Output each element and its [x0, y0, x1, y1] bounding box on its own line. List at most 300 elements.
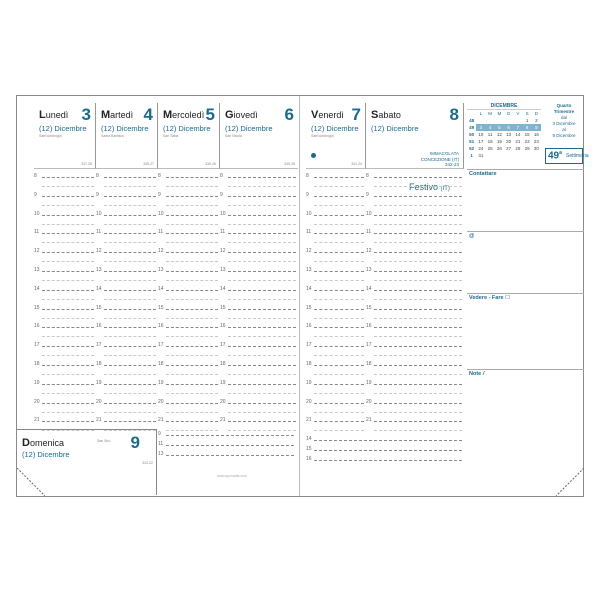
half-hour-line — [228, 242, 296, 243]
half-hour-line — [228, 374, 296, 375]
hour-number: 17 — [306, 342, 312, 349]
hour-number: 21 — [306, 417, 312, 424]
hour-line — [374, 309, 462, 310]
hour-slot[interactable] — [306, 361, 366, 380]
mini-calendar-day[interactable]: 12 — [496, 132, 502, 137]
hour-number: 20 — [306, 398, 312, 405]
hour-number: 18 — [366, 361, 372, 367]
hour-slot[interactable] — [220, 305, 298, 324]
hour-slot[interactable] — [306, 286, 366, 305]
hour-slot[interactable] — [220, 361, 298, 380]
hour-line — [374, 233, 462, 234]
half-hour-line — [104, 318, 156, 319]
half-hour-line — [314, 336, 364, 337]
half-hour-line — [104, 242, 156, 243]
hour-slot[interactable] — [220, 192, 298, 211]
hour-slot[interactable] — [306, 342, 366, 361]
hour-line — [104, 309, 156, 310]
mini-calendar-day[interactable]: 7 — [513, 124, 522, 131]
hour-line — [104, 196, 156, 197]
hour-line — [314, 271, 364, 272]
half-hour-line — [374, 355, 462, 356]
hour-slot[interactable] — [158, 267, 220, 286]
credit-text: www.quovadis.com — [217, 474, 247, 478]
hour-number: 19 — [96, 379, 102, 386]
hour-line — [104, 252, 156, 253]
day-monday[interactable] — [34, 103, 96, 169]
hour-line — [228, 233, 296, 234]
hour-slot[interactable] — [366, 192, 464, 211]
hour-line — [42, 346, 94, 347]
mini-calendar-day[interactable] — [504, 117, 513, 124]
half-hour-line — [166, 186, 218, 187]
hour-slot[interactable] — [220, 286, 298, 305]
hour-line — [228, 215, 296, 216]
hour-line — [42, 290, 94, 291]
hour-number: 12 — [366, 248, 372, 255]
hour-slot[interactable] — [366, 211, 464, 230]
hour-slot[interactable] — [366, 361, 464, 380]
hour-number: 15 — [220, 304, 226, 311]
half-hour-line — [314, 374, 364, 375]
mini-calendar-day[interactable]: 23 — [533, 139, 539, 144]
mini-calendar-day[interactable]: 11 — [487, 132, 493, 137]
day-name: Venerdì — [311, 109, 344, 121]
hour-slot[interactable] — [220, 267, 298, 286]
hour-slot[interactable] — [158, 305, 220, 324]
contact-label: Contattare — [469, 171, 497, 177]
mini-calendar-day[interactable] — [486, 117, 495, 124]
mini-calendar-day[interactable]: 1 — [525, 118, 529, 123]
hour-slot[interactable] — [158, 173, 220, 192]
hour-number: 8 — [220, 173, 223, 179]
hour-line — [42, 365, 94, 366]
mini-calendar-day[interactable]: 21 — [515, 139, 521, 144]
hour-slot[interactable] — [34, 192, 96, 211]
hour-slot[interactable] — [34, 323, 96, 342]
hour-line — [374, 177, 462, 178]
mini-calendar-week: 51 — [469, 139, 475, 144]
day-name: Giovedì — [225, 109, 258, 121]
hour-slot[interactable] — [366, 248, 464, 267]
hour-line — [314, 460, 462, 461]
mini-calendar-day[interactable] — [495, 152, 504, 159]
hour-slot[interactable] — [96, 399, 158, 418]
hour-slot[interactable] — [158, 248, 220, 267]
hour-slot[interactable] — [96, 323, 158, 342]
day-count: 340-25 — [284, 162, 295, 166]
hour-number: 20 — [220, 398, 226, 405]
hour-number: 13 — [96, 267, 102, 273]
hour-slot[interactable] — [96, 380, 158, 399]
day-name: Mercoledì — [163, 109, 205, 121]
hour-slot[interactable] — [158, 380, 220, 399]
hour-line — [104, 271, 156, 272]
day-saturday[interactable] — [366, 103, 464, 169]
day-saint: Sant'Ambrogio — [39, 134, 62, 138]
mini-calendar-day[interactable] — [513, 152, 522, 159]
hour-slot[interactable] — [366, 267, 464, 286]
half-hour-line — [374, 261, 462, 262]
hour-slot[interactable] — [158, 192, 220, 211]
hour-slot[interactable] — [220, 380, 298, 399]
hour-slot[interactable] — [366, 399, 464, 418]
half-hour-line — [374, 280, 462, 281]
mini-calendar-day[interactable]: 5 — [495, 124, 504, 131]
hour-slot[interactable] — [34, 399, 96, 418]
mini-calendar-day[interactable] — [532, 152, 541, 159]
mini-calendar-day[interactable] — [476, 117, 485, 124]
hour-number: 8 — [158, 173, 161, 179]
notes-label: Note / — [469, 371, 485, 377]
hour-slot[interactable] — [366, 323, 464, 342]
hour-number: 16 — [220, 323, 226, 330]
hour-line — [374, 215, 462, 216]
half-hour-line — [42, 224, 94, 225]
hour-line — [166, 346, 218, 347]
hour-slot[interactable] — [366, 173, 464, 192]
half-hour-line — [42, 355, 94, 356]
hour-number: 12 — [306, 248, 312, 255]
hour-slot[interactable] — [306, 436, 464, 446]
mini-calendar-day[interactable]: 31 — [478, 153, 484, 158]
hour-number: 13 — [158, 451, 164, 457]
hour-slot[interactable] — [366, 342, 464, 361]
half-hour-line — [228, 393, 296, 394]
hour-line — [314, 327, 364, 328]
hour-slot[interactable] — [306, 305, 366, 324]
day-number: 9 — [130, 433, 140, 452]
hour-line — [166, 421, 218, 422]
mini-calendar — [467, 103, 541, 159]
hour-number: 8 — [366, 173, 369, 179]
hour-line — [104, 365, 156, 366]
hour-slot[interactable] — [34, 286, 96, 305]
hour-slot[interactable] — [220, 323, 298, 342]
mini-calendar-day[interactable]: 29 — [524, 146, 530, 151]
hour-number: 18 — [220, 361, 226, 367]
hour-number: 9 — [306, 191, 309, 198]
half-hour-line — [314, 299, 364, 300]
half-hour-line — [228, 299, 296, 300]
hour-number: 20 — [96, 398, 102, 405]
mini-calendar-day[interactable]: 8 — [523, 124, 532, 131]
hour-slot[interactable] — [158, 342, 220, 361]
immacolata-note: IMMACOLATA CONCEZIONE (IT) 342-23 — [420, 151, 459, 167]
hour-number: 11 — [158, 441, 164, 447]
hour-number: 11 — [306, 229, 312, 236]
hour-number: 11 — [366, 229, 372, 236]
hour-slot[interactable] — [96, 342, 158, 361]
hour-line — [314, 384, 364, 385]
hour-slot[interactable] — [96, 248, 158, 267]
mini-calendar-grid — [467, 110, 541, 159]
hour-number: 10 — [158, 210, 164, 217]
hour-slot[interactable] — [96, 211, 158, 230]
hour-slot[interactable] — [34, 380, 96, 399]
mini-calendar-day[interactable] — [495, 117, 504, 124]
day-month: (12) Dicembre — [225, 124, 273, 133]
hour-slot[interactable] — [34, 342, 96, 361]
hour-slot[interactable] — [158, 431, 296, 441]
day-saint: San Nicola — [225, 134, 242, 138]
mini-calendar-day[interactable]: 3 — [476, 124, 485, 131]
hour-number: 9 — [220, 191, 223, 198]
hour-slot[interactable] — [34, 267, 96, 286]
mini-calendar-day[interactable] — [486, 152, 495, 159]
half-hour-line — [374, 242, 462, 243]
hour-number: 19 — [366, 379, 372, 386]
hour-slot[interactable] — [158, 229, 220, 248]
hour-number: 11 — [34, 229, 40, 236]
hour-slot[interactable] — [158, 286, 220, 305]
hour-slot[interactable] — [220, 229, 298, 248]
hour-number: 13 — [158, 267, 164, 273]
hour-slot[interactable] — [306, 211, 366, 230]
hour-number: 11 — [158, 229, 164, 236]
hour-number: 19 — [306, 379, 312, 386]
hour-number: 18 — [306, 361, 312, 367]
day-saint: San Saba — [163, 134, 179, 138]
mini-calendar-day[interactable]: 2 — [535, 118, 538, 123]
hour-number: 19 — [220, 379, 226, 386]
hour-slot[interactable] — [366, 380, 464, 399]
mini-calendar-day[interactable]: 13 — [506, 132, 512, 137]
hour-line — [104, 327, 156, 328]
hour-slot[interactable] — [306, 323, 366, 342]
hour-slot[interactable] — [366, 229, 464, 248]
hour-slot[interactable] — [96, 192, 158, 211]
hour-number: 11 — [220, 229, 226, 236]
hour-line — [166, 445, 294, 446]
hour-slot[interactable] — [96, 267, 158, 286]
hour-slot[interactable] — [306, 267, 366, 286]
half-hour-line — [314, 318, 364, 319]
hour-slot[interactable] — [158, 441, 296, 451]
hour-line — [104, 215, 156, 216]
hour-slot[interactable] — [306, 446, 464, 456]
day-name: Domenica — [22, 437, 64, 449]
hour-slot[interactable] — [220, 399, 298, 418]
hour-slot[interactable] — [96, 173, 158, 192]
mini-calendar-day[interactable] — [513, 117, 522, 124]
hour-line — [166, 177, 218, 178]
hour-line — [314, 365, 364, 366]
hour-line — [228, 309, 296, 310]
quarter-info: Quarto Trimestre dal 3 Dicembre al 9 Dicembre — [552, 103, 576, 138]
hour-number: 8 — [306, 173, 309, 179]
hour-line — [104, 290, 156, 291]
half-hour-line — [166, 412, 218, 413]
mini-calendar-day[interactable] — [523, 152, 532, 159]
hour-number: 12 — [220, 248, 226, 255]
hour-number: 12 — [96, 248, 102, 255]
hour-line — [166, 290, 218, 291]
half-hour-line — [104, 355, 156, 356]
half-hour-line — [374, 186, 462, 187]
hour-line — [374, 327, 462, 328]
hour-line — [166, 403, 218, 404]
hour-slot[interactable] — [158, 211, 220, 230]
half-hour-line — [166, 242, 218, 243]
hour-number: 10 — [96, 210, 102, 217]
mini-calendar-day[interactable]: 18 — [487, 139, 493, 144]
hour-slot[interactable] — [306, 456, 464, 466]
contact-section[interactable] — [467, 169, 584, 231]
hour-number: 18 — [158, 361, 164, 367]
hour-number: 15 — [34, 304, 40, 311]
hour-number: 17 — [220, 342, 226, 349]
hour-slot[interactable] — [158, 323, 220, 342]
hour-line — [166, 365, 218, 366]
hour-line — [104, 384, 156, 385]
day-tuesday[interactable] — [96, 103, 158, 169]
hour-line — [104, 177, 156, 178]
hour-number: 14 — [220, 285, 226, 292]
mini-calendar-header: V — [516, 111, 520, 116]
hour-number: 20 — [366, 398, 372, 405]
hour-line — [42, 309, 94, 310]
hour-slot[interactable] — [306, 248, 366, 267]
mini-calendar-day[interactable]: 14 — [515, 132, 521, 137]
half-hour-line — [104, 374, 156, 375]
mini-calendar-day[interactable]: 15 — [524, 132, 530, 137]
hour-slot[interactable] — [34, 305, 96, 324]
half-hour-line — [104, 205, 156, 206]
half-hour-line — [42, 412, 94, 413]
hour-number: 19 — [158, 379, 164, 386]
day-count: 339-26 — [205, 162, 216, 166]
half-hour-line — [104, 299, 156, 300]
hour-line — [314, 421, 364, 422]
call-section[interactable] — [467, 231, 584, 293]
hour-line — [314, 290, 364, 291]
hour-slot[interactable] — [366, 305, 464, 324]
hour-line — [166, 252, 218, 253]
hour-slot[interactable] — [306, 380, 366, 399]
hour-slot[interactable] — [96, 286, 158, 305]
hour-number: 11 — [96, 229, 102, 236]
hour-line — [228, 252, 296, 253]
mini-calendar-day[interactable]: 30 — [533, 146, 539, 151]
hour-line — [374, 403, 462, 404]
half-hour-line — [42, 374, 94, 375]
hour-slot[interactable] — [366, 417, 464, 436]
hour-slot[interactable] — [220, 173, 298, 192]
corner-fold-mark — [556, 468, 584, 496]
half-hour-line — [166, 261, 218, 262]
day-name: Martedì — [101, 109, 134, 121]
half-hour-line — [374, 430, 462, 431]
mini-calendar-day[interactable]: 6 — [504, 124, 513, 131]
mini-calendar-day[interactable]: 4 — [486, 124, 495, 131]
hour-number: 12 — [34, 248, 40, 255]
day-saint: Sant'Ambrogio — [311, 134, 334, 138]
mini-calendar-week: 50 — [469, 132, 475, 137]
mini-calendar-day[interactable]: 20 — [506, 139, 512, 144]
hour-line — [166, 455, 294, 456]
mini-calendar-day[interactable]: 22 — [524, 139, 530, 144]
hour-slot[interactable] — [34, 229, 96, 248]
hour-number: 9 — [366, 191, 369, 198]
hour-slot[interactable] — [220, 342, 298, 361]
mini-calendar-day[interactable]: 26 — [496, 146, 502, 151]
half-hour-line — [42, 393, 94, 394]
half-hour-line — [104, 261, 156, 262]
hour-slot[interactable] — [306, 417, 366, 436]
hour-line — [104, 346, 156, 347]
mini-calendar-day[interactable]: 9 — [532, 124, 541, 131]
half-hour-line — [42, 336, 94, 337]
hour-slot[interactable] — [158, 451, 296, 461]
day-friday[interactable] — [306, 103, 366, 169]
half-hour-line — [228, 261, 296, 262]
day-count: 341-24 — [351, 162, 362, 166]
half-hour-line — [314, 393, 364, 394]
hour-slot[interactable] — [306, 173, 366, 192]
mini-calendar-day[interactable]: 27 — [506, 146, 512, 151]
hour-line — [166, 196, 218, 197]
mini-calendar-day[interactable]: 16 — [533, 132, 539, 137]
hour-number: 13 — [220, 267, 226, 273]
hour-slot[interactable] — [34, 211, 96, 230]
hour-slot[interactable] — [34, 361, 96, 380]
hour-number: 8 — [34, 173, 37, 179]
hour-slot[interactable] — [96, 305, 158, 324]
mini-calendar-day[interactable] — [504, 152, 513, 159]
hour-slot[interactable] — [96, 229, 158, 248]
hour-slot[interactable] — [306, 399, 366, 418]
half-hour-line — [42, 299, 94, 300]
left-page — [17, 96, 300, 496]
hour-slot[interactable] — [158, 399, 220, 418]
mini-calendar-day[interactable]: 28 — [515, 146, 521, 151]
hour-slot[interactable] — [158, 361, 220, 380]
hour-slot[interactable] — [220, 211, 298, 230]
mini-calendar-day[interactable]: 17 — [478, 139, 484, 144]
mini-calendar-day[interactable]: 25 — [487, 146, 493, 151]
half-hour-line — [228, 336, 296, 337]
hour-line — [42, 403, 94, 404]
mini-calendar-day[interactable]: 24 — [478, 146, 484, 151]
day-wednesday[interactable] — [158, 103, 220, 169]
hour-slot[interactable] — [34, 173, 96, 192]
day-thursday[interactable] — [220, 103, 298, 169]
hour-line — [228, 271, 296, 272]
hour-slot[interactable] — [306, 229, 366, 248]
todo-section[interactable] — [467, 293, 584, 369]
half-hour-line — [104, 412, 156, 413]
half-hour-line — [314, 205, 364, 206]
hour-slot[interactable] — [220, 248, 298, 267]
hour-number: 20 — [34, 398, 40, 405]
hour-number: 14 — [96, 285, 102, 292]
day-month: (12) Dicembre — [163, 124, 211, 133]
mini-calendar-day[interactable]: 10 — [478, 132, 484, 137]
hour-line — [104, 233, 156, 234]
hour-slot[interactable] — [366, 286, 464, 305]
hour-slot[interactable] — [96, 361, 158, 380]
week-label: Settimana — [566, 153, 589, 159]
mini-calendar-week: 1 — [470, 153, 473, 158]
hour-number: 21 — [158, 417, 164, 424]
mini-calendar-day[interactable]: 19 — [496, 139, 502, 144]
hour-slot[interactable] — [306, 192, 366, 211]
hour-line — [314, 252, 364, 253]
hour-slot[interactable] — [34, 248, 96, 267]
hour-number: 10 — [220, 210, 226, 217]
half-hour-line — [42, 261, 94, 262]
